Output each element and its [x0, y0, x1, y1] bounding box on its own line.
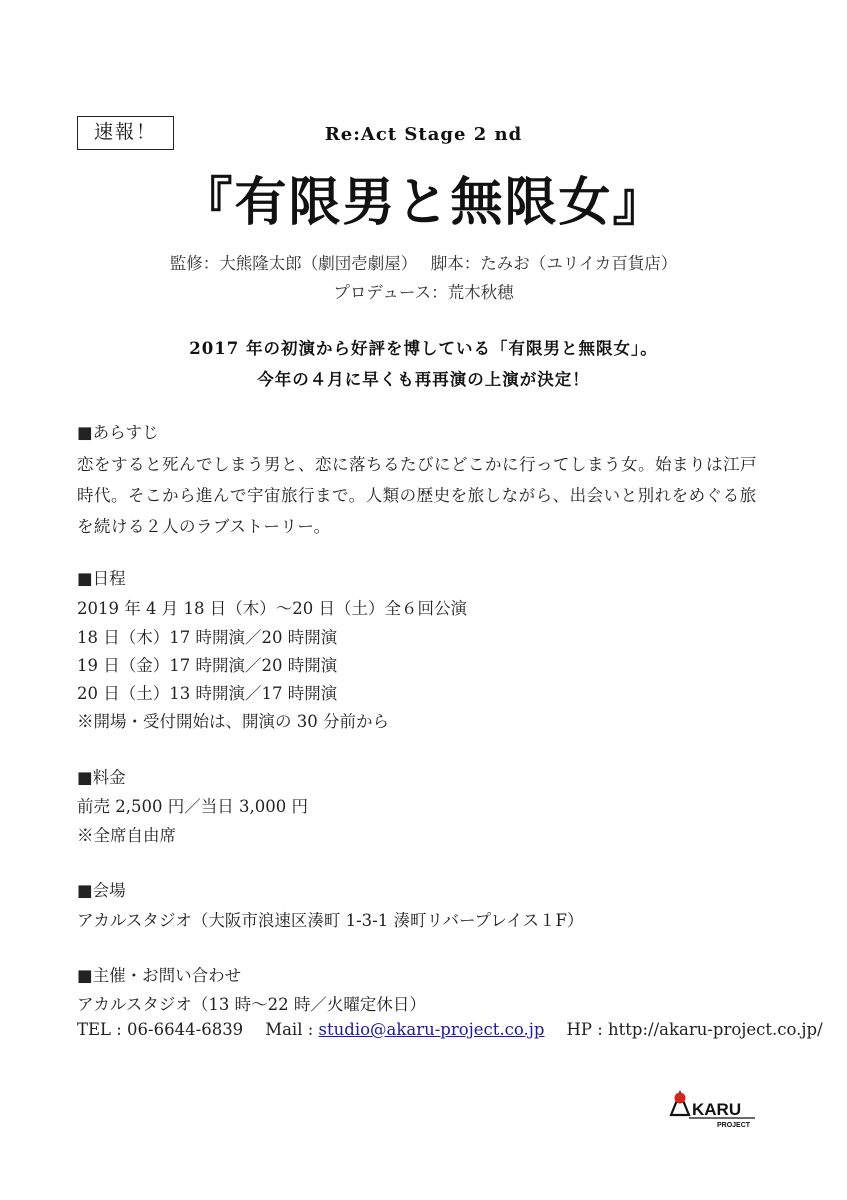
lead-text-2: 今年の４月に早くも再再演の上演が決定！ — [257, 370, 590, 389]
contact-homepage: HP : http://akaru-project.co.jp/ — [566, 1020, 823, 1039]
contact-line — [77, 1020, 823, 1039]
akaru-project-logo — [669, 1087, 759, 1131]
price-note: ※全席自由席 — [77, 826, 176, 845]
schedule-line: 20 日（土）13 時開演／17 時開演 — [77, 684, 338, 703]
logo-red-dot — [675, 1093, 686, 1104]
schedule-line: 2019 年 4 月 18 日（木）〜20 日（土）全６回公演 — [77, 599, 467, 618]
schedule-line: 18 日（木）17 時開演／20 時開演 — [77, 628, 338, 647]
synopsis-body: 恋をすると死んでしまう男と、恋に落ちるたびにどこかに行ってしまう女。始まりは江戸時代。そこから進んで宇宙旅行まで。人類の歴史を旅しながら、出会いと別れをめぐる旅を続ける２人のラブストーリー。 — [77, 455, 757, 536]
credits-director-writer: 監修：大熊隆太郎（劇団壱劇屋） 脚本：たみお（ユリイカ百貨店） — [169, 254, 678, 273]
breaking-news-badge: 速報！ — [77, 116, 174, 150]
venue-heading: ■会場 — [77, 881, 126, 900]
contact-hours: アカルスタジオ（13 時〜22 時／火曜定休日） — [77, 995, 426, 1014]
contact-heading: ■主催・お問い合わせ — [77, 966, 242, 985]
price-heading: ■料金 — [77, 768, 126, 787]
stage-name: Re:Act Stage 2 nd — [324, 124, 523, 145]
page-title: 『有限男と無限女』 — [180, 173, 667, 233]
logo-word: KARU — [692, 1100, 742, 1119]
schedule-line: 19 日（金）17 時開演／20 時開演 — [77, 656, 338, 675]
synopsis-heading: ■あらすじ — [77, 423, 159, 442]
schedule-note: ※開場・受付開始は、開演の 30 分前から — [77, 712, 389, 731]
venue-address: アカルスタジオ（大阪市浪速区湊町 1-3-1 湊町リバープレイス１F） — [77, 911, 584, 930]
contact-tel: TEL : 06-6644-6839 — [77, 1020, 244, 1039]
lead-text-1: 2017 年の初演から好評を博している「有限男と無限女」。 — [189, 339, 658, 358]
schedule-heading: ■日程 — [77, 569, 126, 588]
credits-producer: プロデュース：荒木秋穂 — [333, 283, 514, 302]
contact-mail-link[interactable]: studio@akaru-project.co.jp — [318, 1020, 545, 1039]
contact-mail-label: Mail : — [265, 1020, 319, 1039]
price-line: 前売 2,500 円／当日 3,000 円 — [77, 797, 308, 816]
logo-sub: PROJECT — [717, 1122, 751, 1129]
